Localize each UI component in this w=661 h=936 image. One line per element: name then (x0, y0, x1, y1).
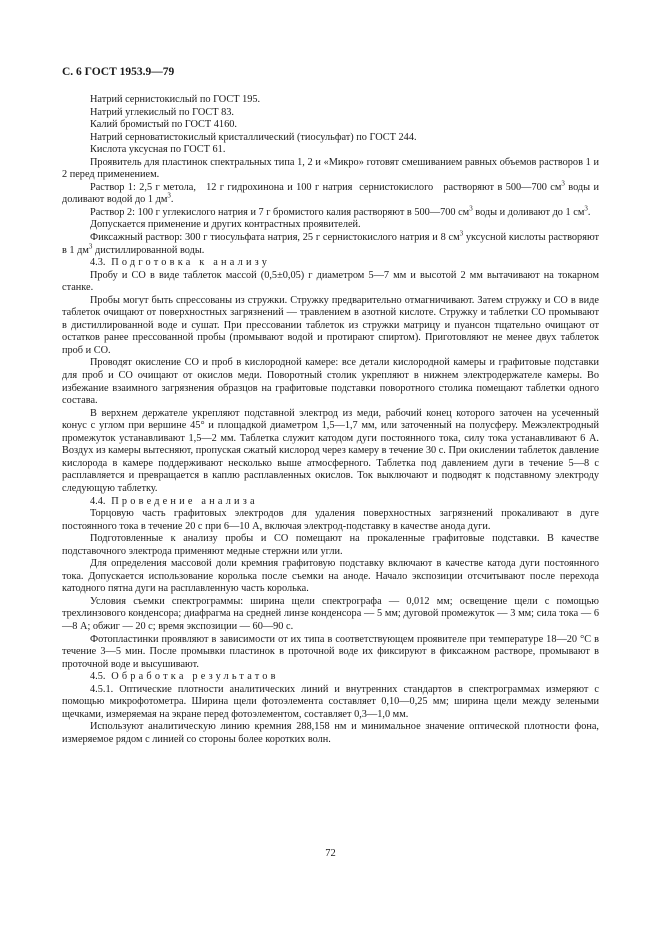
paragraph: Натрий углекислый по ГОСТ 83. (90, 106, 234, 118)
paragraph: Пробу и СО в виде таблеток массой (0,5±0,05) г диаметром 5—7 мм и высотой 2 мм вытачивают на токарном станке. (62, 269, 599, 294)
paragraph: Проявитель для пластинок спектральных типа 1, 2 и «Микро» готовят смешиванием равных объемов растворов 1 и 2 перед применением. (62, 156, 599, 181)
section-heading (62, 671, 599, 684)
paragraph: Калий бромистый по ГОСТ 4160. (90, 119, 237, 131)
paragraph: Фиксажный раствор: 300 г тиосульфата натрия, 25 г сернистокислого натрия и 8 $см^3$ уксусной кислоты растворяют в 1 $дм^3$ дистиллированной воды. (62, 229, 600, 256)
section-heading (62, 257, 599, 270)
paragraph: Раствор 1: 2,5 г метола, 12 г гидрохинона и 100 г натрия сернистокислого растворяют в 500—700 $см^3$ воды и доливают водой до 1 $дм^3$. (62, 179, 599, 206)
section-heading (62, 496, 599, 509)
section-number: 4.4. (90, 495, 106, 507)
section-title: Подготовка к анализу (111, 257, 271, 269)
paragraph: Натрий сернистокислый по ГОСТ 195. (90, 94, 261, 105)
paragraph: Кислота уксусная по ГОСТ 61. (90, 144, 226, 156)
paragraph: Проводят окисление СО и проб в кислородной камере: все детали кислородной камеры и графитовые подставки для проб и СО очищают от окислов меди. Поворотный столик укрепляют в нижнем электродержателе камеры. Во избежание взаимного загрязнения образцов на графитовые подставки поворотного столика помещают таблетки одного состава. (62, 357, 599, 407)
section-title: Обработка результатов (111, 671, 279, 683)
paragraph: Условия съемки спектрограммы: ширина щели спектрографа — 0,012 мм; освещение щели с помощью трехлинзового конденсора; диафрагма на средней линзе конденсора — 5 мм; дуговой промежуток — 3 мм; сила тока — 6—8 А; обжиг — 20 с; время экспозиции — 60—90 с. (62, 595, 599, 632)
paragraph: Раствор 2: 100 г углекислого натрия и 7 г бромистого калия растворяют в 500—700 $см^3$ воды и доливают до 1 $см^3$. (90, 204, 591, 218)
document-body (62, 94, 599, 746)
page-number: 72 (325, 848, 336, 859)
paragraph: Подготовленные к анализу пробы и СО помещают на прокаленные графитовые подставки. В качестве подставочного электрода применяют медные стержни или угли. (62, 533, 599, 557)
paragraph: Используют аналитическую линию кремния 288,158 нм и минимальное значение оптической плотности фона, измеряемое рядом с линией со стороны более коротких волн. (62, 721, 599, 745)
section-number: 4.3. (90, 257, 106, 269)
page-header: С. 6 ГОСТ 1953.9—79 (62, 66, 175, 78)
paragraph: Пробы могут быть спрессованы из стружки. Стружку предварительно отмагничивают. Затем стружку и СО в виде таблеток очищают от поверхностных загрязнений — травлением в азотной кислоте. Стружку и таблетки СО промывают в дистиллированной воде и сушат. При прессовании таблеток из стружки матрицу и пуансон тщательно очищают от остатков ранее прессованной пробы (промывают водой и протирают спиртом). Приготовляют не менее двух таблеток проб и СО. (62, 294, 599, 356)
section-title: Проведение анализа (111, 495, 258, 507)
section-number: 4.5. (90, 671, 106, 683)
paragraph: Торцовую часть графитовых электродов для удаления поверхностных загрязнений прокаливают в дуге постоянного тока в течение 20 с при 6—10 А, включая электрод-подставку в качестве анода дуги. (62, 508, 599, 532)
paragraph: В верхнем держателе укрепляют подставной электрод из меди, рабочий конец которого заточен на усеченный конус с углом при вершине 45° и площадкой диаметром 1,5—1,7 мм, или заточенный на полусферу. Межэлектродный промежуток устанавливают 1,5—2 мм. Таблетка служит катодом дуги постоянного тока, силу тока устанавливают 6 А. Воздух из камеры вытесняют, пропуская сжатый кислород через камеру в течение 30 с. При окислении таблеток давление кислорода в камере поддерживают несколько выше атмосферного. Таблетка под давлением дуги в течение 5—8 с расплавляется и превращается в каплю расплавленных окислов. Ток выключают и подводят к подставному электроду следующую таблетку. (62, 407, 599, 494)
paragraph: Фотопластинки проявляют в зависимости от их типа в соответствующем проявителе при температуре 18—20 °С в течение 3—5 мин. После промывки пластинок в проточной воде их фиксируют в фиксажном растворе, промывают в проточной воде и высушивают. (62, 633, 599, 670)
paragraph: Допускается применение и других контрастных проявителей. (90, 219, 361, 231)
paragraph: Натрий серноватистокислый кристаллический (тиосульфат) по ГОСТ 244. (90, 131, 417, 143)
paragraph: Для определения массовой доли кремния графитовую подставку включают в качестве катода дуги постоянного тока. Допускается использование королька после съемки на аноде. Начало экспозиции отсчитывают после перехода катодного пятна дуги на расплавленную часть королька. (62, 558, 599, 595)
paragraph: 4.5.1. Оптические плотности аналитических линий и внутренних стандартов в спектрограммах измеряют с помощью микрофотометра. Ширина щели фотоэлемента составляет 0,10—0,25 мм; ширина щели между зелеными щечками, измеряемая на экране перед фотоэлементом, составляет 0,3—1,0 мм. (62, 683, 599, 720)
